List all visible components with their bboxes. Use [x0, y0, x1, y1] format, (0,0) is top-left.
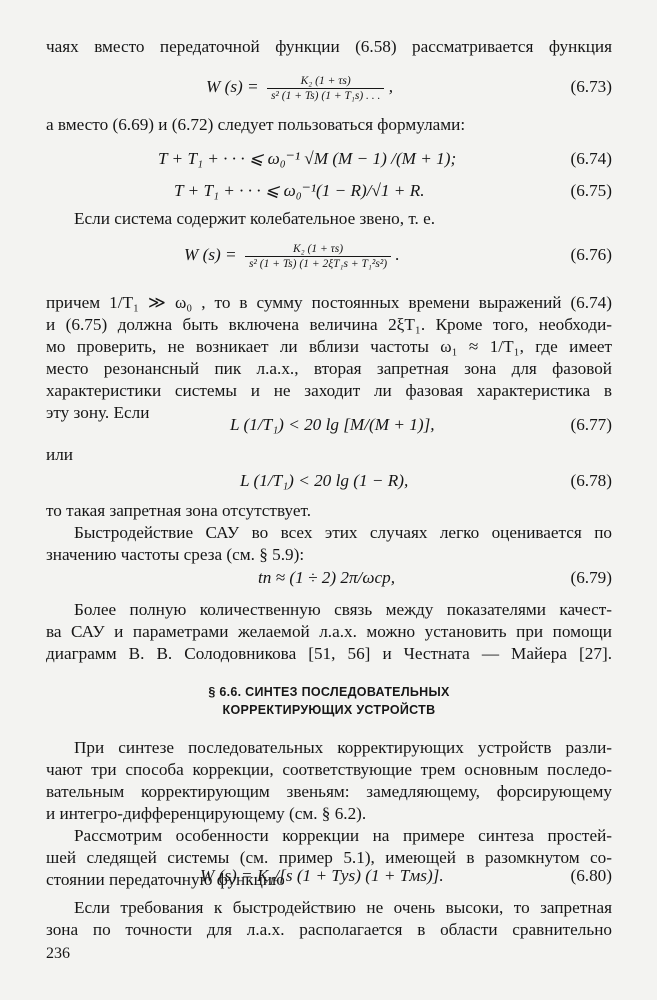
equation-punct: ,	[388, 77, 393, 96]
equation-lhs: W (s) =	[184, 245, 237, 264]
equation-number: (6.74)	[570, 149, 612, 168]
fraction-numerator: K₂ (1 + τs)	[245, 242, 391, 257]
equation-6-78	[46, 466, 612, 496]
equation-6-77	[46, 410, 612, 440]
text-line: Рассмотрим особенности коррекции на примере синтеза простей-	[74, 826, 612, 845]
page-number: 236	[46, 945, 70, 962]
text-line: Быстродействие САУ во всех этих случаях легко оценивается по	[74, 523, 612, 542]
equation-6-80	[46, 861, 612, 891]
text-line: то такая запретная зона отсутствует.	[46, 501, 311, 520]
section-heading: КОРРЕКТИРУЮЩИХ УСТРОЙСТВ	[222, 703, 436, 717]
text-line: значению частоты среза (см. § 5.9):	[46, 545, 305, 564]
fraction	[245, 242, 391, 271]
text-line: зона по точности для л.а.х. располагается в области сравнительно	[46, 920, 612, 939]
text-line: или	[46, 445, 73, 464]
text-line: место резонансный пик л.а.х., вторая запретная зона для фазовой	[46, 359, 612, 378]
equation-number: (6.76)	[570, 245, 612, 264]
text-line: диаграмм В. В. Солодовникова [51, 56] и Честната — Майера [27].	[46, 644, 612, 663]
text-line: Если система содержит колебательное звено, т. е.	[74, 209, 436, 228]
text-line: и интегро-дифференцирующему (см. § 6.2).	[46, 804, 367, 823]
text-line: Более полную количественную связь между показателями качест-	[74, 600, 612, 619]
equation-number: (6.78)	[570, 471, 612, 490]
equation-number: (6.79)	[570, 568, 612, 587]
equation-6-79	[46, 563, 612, 593]
equation-6-76	[46, 240, 612, 270]
text-line: вательным корректирующим звеньям: замедляющему, форсирующему	[46, 782, 612, 801]
text-line: а вместо (6.69) и (6.72) следует пользоваться формулами:	[46, 115, 466, 134]
equation-lhs: W (s) =	[206, 77, 259, 96]
fraction	[267, 74, 384, 103]
equation-expr: tп ≈ (1 ÷ 2) 2π/ωср,	[258, 568, 395, 587]
text-line: чаях вместо передаточной функции (6.58) рассматривается функция	[46, 37, 612, 56]
text-line: чают три способа коррекции, соответствующие трем основным последо-	[46, 760, 612, 779]
equation-6-75	[46, 176, 612, 206]
section-heading: § 6.6. СИНТЕЗ ПОСЛЕДОВАТЕЛЬНЫХ	[208, 685, 450, 699]
text-line: мо проверить, не возникает ли вблизи частоты ω₁ ≈ 1/T₁, где имеет	[46, 337, 612, 356]
text-line: При синтезе последовательных корректирующих устройств разли-	[74, 738, 612, 757]
text-line: причем 1/T₁ ≫ ω₀ , то в сумму постоянных времени выражений (6.74)	[46, 293, 612, 312]
text-line: Если требования к быстродействию не очень высоки, то запретная	[74, 898, 612, 917]
equation-expr: L (1/T₁) < 20 lg (1 − R),	[240, 471, 409, 490]
fraction-denominator: s² (1 + Ts) (1 + 2ξT₁s + T₁²s²)	[248, 257, 388, 270]
equation-number: (6.77)	[570, 415, 612, 434]
equation-number: (6.80)	[570, 866, 612, 885]
equation-expr: T + T₁ + · · · ⩽ ω₀⁻¹ √M (M − 1) /(M + 1);	[158, 149, 457, 168]
text-line: и (6.75) должна быть включена величина 2ξT₁. Кроме того, необходи-	[46, 315, 612, 334]
equation-expr: T + T₁ + · · · ⩽ ω₀⁻¹(1 − R)/√1 + R.	[174, 181, 425, 200]
text-line: стоянии передаточную функцию	[46, 870, 285, 889]
equation-punct: .	[395, 245, 400, 264]
equation-expr: W (s) = K₁/[s (1 + Tуs) (1 + Tмs)].	[200, 866, 444, 885]
equation-expr: L (1/T₁) < 20 lg [M/(M + 1)],	[230, 415, 435, 434]
equation-number: (6.75)	[570, 181, 612, 200]
text-line: шей следящей системы (см. пример 5.1), имеющей в разомкнутом со-	[46, 848, 612, 867]
equation-6-74	[46, 144, 612, 174]
text-line: эту зону. Если	[46, 403, 150, 422]
text-line: ва САУ и параметрами желаемой л.а.х. можно установить при помощи	[46, 622, 612, 641]
text-line: характеристики системы и не заходит ли фазовая характеристика в	[46, 381, 612, 400]
equation-number: (6.73)	[570, 77, 612, 96]
fraction-numerator: K₂ (1 + τs)	[267, 74, 384, 89]
fraction-denominator: s² (1 + Ts) (1 + T₁s) . . .	[270, 89, 381, 102]
equation-6-73	[46, 72, 612, 102]
